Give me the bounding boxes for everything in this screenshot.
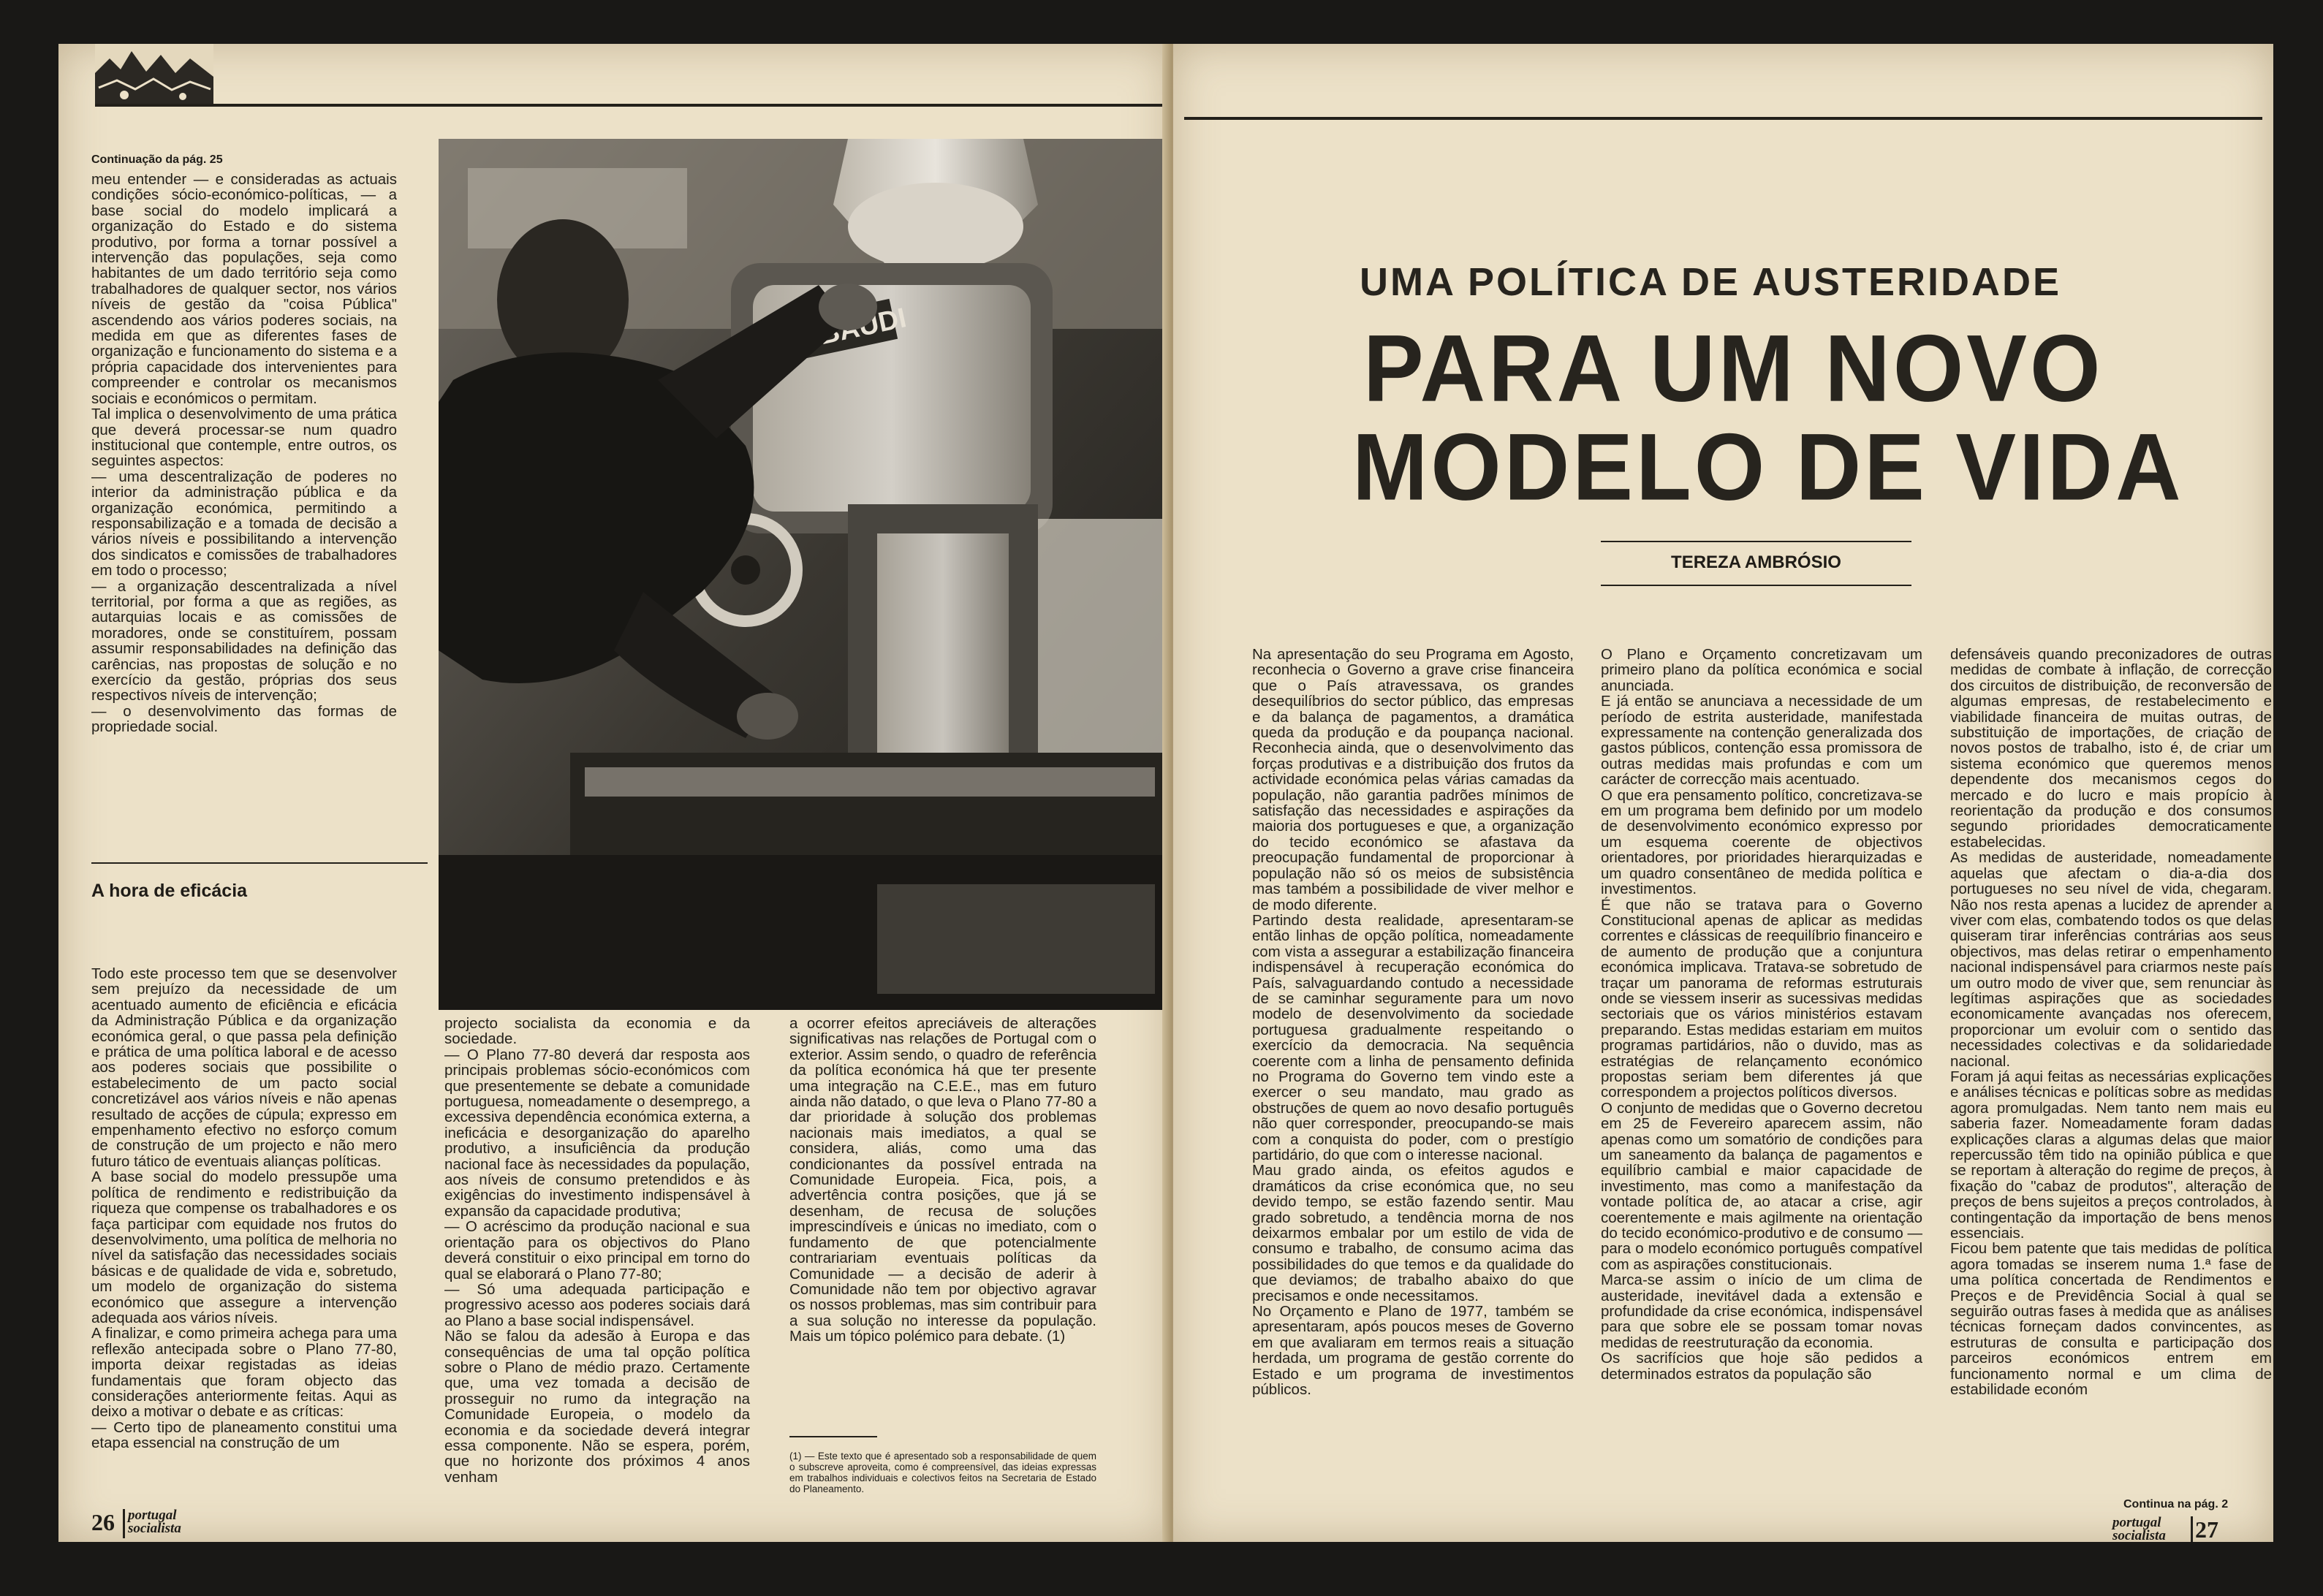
header-rule-right: [1184, 117, 2262, 120]
article-column-1-bottom: Todo este processo tem que se desenvolver sem prejuízo da necessidade de um acentuado aumento de eficiência e eficácia da Administração Pública e da organização económica geral, o que passa pela definição e prática de uma política laboral e de acesso aos poderes sociais que possibilite o estabelecimento de um pacto social concretizável aos vários níveis e não apenas resultado de acções de cúpula; expresso em empenhamento efectivo no esforço comum de construção de um projecto e não mero futuro tático de eventuais alianças políticas. A base social do modelo pressupõe uma política de rendimento e redistribuição da riqueza que compense os trabalhadores e os faça participar com equidade nos frutos do desenvolvimento, uma política de melhoria no nível da satisfação das necessidades sociais básicas e de qualidade de vida e, sobretudo, um modelo de organização do sistema económico que assegure a intervenção adequada aos vários níveis. A finalizar, e como primeira achega para uma reflexão antecipada sobre o Plano 77-80, importa deixar registadas as ideias fundamentais que foram objecto das considerações anteriormente feitas. Aqui as deixo a motivar o debate e as críticas: — Certo tipo de planeamento constitui uma etapa essencial na construção de um: [91, 965, 397, 1452]
page-number-right: 27: [2195, 1516, 2218, 1542]
machinist-photo-art: [439, 139, 1170, 1010]
logo-line-2: socialista: [128, 1521, 181, 1536]
article-kicker: UMA POLÍTICA DE AUSTERIDADE: [1360, 260, 2062, 304]
logo-line-1-right: portugal: [2112, 1515, 2161, 1530]
logo-line-1: portugal: [128, 1508, 177, 1523]
article-right-column-3: defensáveis quando preconizadores de outras medidas de combate à inflação, de correcção dos circuitos de distribuição, de reconversão de algumas empresas, de restabelecimento e viabilidade financeira de muitas outras, de substituição de importações, de criação de novos postos de trabalho, isto é, de criar um sistema económico que queremos menos dependente dos mecanismos cegos do mercado e do lucro e mais propício à reorientação da produção e dos consumos segundo prioridades democraticamente estabelecidas. As medidas de austeridade, nomeadamente aquelas que afectam o dia-a-dia dos portugueses no seu nível de vida, chegaram. Não nos resta apenas a lucidez de aprender a viver com elas, combatendo todos os que delas quiseram tirar inferências contrárias aos seus objectivos, mas delas retirar o empenhamento nacional indispensável para criarmos neste país um outro modo de viver que, sem renunciar às legítimas aspirações que as sociedades economicamente avançadas nos oferecem, proporcionar um evoluir com o sentido das necessidades colectivas e da solidariedade nacional. Foram já aqui feitas as necessárias explicações e análises técnicas e políticas sobre as medidas agora promulgadas. Nem tanto nem mais eu saberia fazer. Nomeadamente foram dadas explicações claras a algumas delas que maior repercussão têm tido na opinião pública e que se reportam à alteração do regime de preços, à fixação do "cabaz de produtos", alteração de preços de bens sujeitos a preços controlados, à contingentação da importação de bens menos essenciais. Ficou bem patente que tais medidas de política agora tomadas se inserem numa 1.ª fase de uma política concertada de Rendimentos e Preços e de Previdência Social à qual se seguirão outras fases à medida que as análises técnicas forneçam dados convincentes, as estruturas de consulta e participação dos parceiros económicos entrem em funcionamento normal e um clima de estabilidade económ: [1950, 646, 2272, 1399]
folio-divider-left: [123, 1509, 125, 1538]
magazine-logo-left: [128, 1509, 181, 1535]
footnote-rule: [789, 1436, 877, 1437]
article-headline-line-1: PARA UM NOVO: [1363, 316, 2104, 422]
article-column-2: projecto socialista da economia e da sociedade. — O Plano 77-80 deverá dar resposta aos principais problemas sócio-económicos com que presentemente se debate a comunidade portuguesa, nomeadamente o desemprego, a excessiva dependência económica externa, a ineficácia e desorganização do aparelho produtivo, a insuficiência da produção nacional face às necessidades da população, aos níveis de consumo pretendidos e às exigências do investimento indispensável à expansão da capacidade produtiva; — O acréscimo da produção nacional e sua orientação para os objectivos do Plano deverá constituir o eixo principal em torno do qual se elaborará o Plano 77-80; — Só uma adequada participação e progressivo acesso aos poderes sociais dará ao Plano a base social indispensável. Não se falou da adesão à Europa e das consequências de uma tal opção política sobre o Plano de médio prazo. Certamente que, uma vez tomada a decisão de prosseguir no rumo da integração na Comunidade Europeia, o modelo da economia e da sociedade deverá integrar essa componente. Não se espera, porém, que no horizonte dos próximos 4 anos venham: [444, 1015, 750, 1486]
byline-rule-bottom: [1601, 585, 1911, 586]
continuation-note-bottom: Continua na pág. 2: [2123, 1498, 2229, 1510]
continuation-note-top: Continuação da pág. 25: [91, 153, 223, 166]
machinist-photo: [439, 139, 1170, 1010]
section-rule: [91, 862, 428, 864]
section-subhead: A hora de eficácia: [91, 881, 248, 901]
header-illustration: [95, 44, 213, 105]
header-rule-left: [95, 104, 1170, 107]
logo-line-2-right: socialista: [2112, 1528, 2166, 1542]
magazine-logo-right: [2112, 1516, 2166, 1542]
folio-divider-right: [2191, 1516, 2193, 1542]
byline-rule-top: [1601, 541, 1911, 542]
right-page: [1173, 44, 2273, 1542]
byline: TEREZA AMBRÓSIO: [1671, 552, 1841, 572]
left-page: [58, 44, 1170, 1542]
article-headline-line-2: MODELO DE VIDA: [1352, 414, 2184, 520]
article-column-3: a ocorrer efeitos apreciáveis de alterações significativas nas relações de Portugal com o exterior. Assim sendo, o quadro de referência da política económica há que ter presente uma integração na C.E.E., mas em futuro ainda não datado, o que leva o Plano 77-80 a dar prioridade à solução dos problemas nacionais mais imediatos, a qual se considera, aliás, como uma das condicionantes da possível entrada na Comunidade Europeia. Fica, pois, a advertência contra posições, que já se desenham, de recusa de soluções imprescindíveis e únicas no imediato, com o fundamento de que potencialmente contrariariam eventuais políticas da Comunidade — a decisão de aderir à Comunidade não tem por objectivo agravar os nossos problemas, mas sim contribuir para a sua solução no interesse da população. Mais um tópico polémico para debate. (1): [789, 1015, 1096, 1345]
article-right-column-1: Na apresentação do seu Programa em Agosto, reconhecia o Governo a grave crise financeira que o País atravessava, os grandes desequilíbrios do sector público, das empresas e da balança de pagamentos, a dramática queda da produção e da poupança nacional. Reconhecia ainda, que o desenvolvimento das forças produtivas e a distribuição dos frutos da actividade económica pelas várias camadas da população, não garantia padrões mínimos de satisfação das necessidades e aspirações da maioria dos portugueses e que, a organização do tecido económico se afastava da preocupação fundamental de proporcionar à população não só os meios de subsistência mas também a possibilidade de viver melhor e de modo diferente. Partindo desta realidade, apresentaram-se então linhas de opção política, nomeadamente com vista a assegurar a estabilização financeira indispensável à recuperação económica do País, salvaguardando contudo a necessidade de se caminhar seguramente para um novo modelo de desenvolvimento da sociedade portuguesa gradualmente respeitando o exercício da democracia. Na sequência coerente com a linha de pensamento definida no Programa do Governo tem vindo este a exercer o seu mandato, mau grado as obstruções de quem ao novo desafio português não quer corresponder, preocupando-se mais com a conquista do poder, com o prestígio partidário, do que com o interesse nacional. Mau grado ainda, os efeitos agudos e dramáticos da crise económica que, no seu devido tempo, se estão fazendo sentir. Mau grado sobretudo, a tendência morna de nos deixarmos embalar por um estilo de vida de consumo e trabalho, de consumo acima das possibilidades do que temos e da qualidade do que deviamos; de trabalho abaixo do que precisamos e onde necessitamos. No Orçamento e Plano de 1977, também se apresentaram, após poucos meses de Governo em que avaliaram em termos reais a situação herdada, um programa de gestão corrente do Estado e um programa de investimentos públicos.: [1252, 646, 1574, 1399]
footnote: (1) — Este texto que é apresentado sob a responsabilidade de quem o subscreve aproveita, como é compreensível, das ideias expressas em trabalhos individuais e colectivos feitos na Secretaria de Estado do Planeamento.: [789, 1451, 1096, 1494]
page-number-left: 26: [91, 1509, 115, 1535]
article-right-column-2: O Plano e Orçamento concretizavam um primeiro plano da política económica e social anunciada. E já então se anunciava a necessidade de um período de estrita austeridade, manifestada expressamente na contenção generalizada dos gastos públicos, contenção essa promissora de outras medidas mais profundas e com um carácter de correcção mais acentuado. O que era pensamento político, concretizava-se em um programa bem definido por um modelo de desenvolvimento económico expresso por um esquema coerente de objectivos orientadores, por prioridades hierarquizadas e um quadro consentâneo de medida política e investimentos. É que não se tratava para o Governo Constitucional apenas de aplicar as medidas correntes e clássicas de reequilíbrio financeiro e de aumento de produção que a conjuntura económica implicava. Tratava-se sobretudo de traçar um panorama de reformas estruturais onde se viessem inserir as sucessivas medidas sectoriais que os vários ministérios estavam preparando. Estas medidas estariam em muitos programas partidários, não o duvido, mas as estratégias de relançamento económico propostas seriam bem diferentes já que correspondem a projectos políticos diversos. O conjunto de medidas que o Governo decretou em 25 de Fevereiro aparecem assim, não apenas como um somatório de condições para um saneamento da balança de pagamentos e equilíbrio cambial e maior capacidade de investimento, mas como a manifestação da vontade política de, ao atacar a crise, agir coerentemente e mais agilmente na orientação do tecido económico-produtivo e de consumo — para o modelo económico português compatível com as aspirações constitucionais. Marca-se assim o início de um clima de austeridade, inevitável dada a extensão e profundidade da crise económica, indispensável para que sobre ele se possam tomar novas medidas de reestruturação da economia. Os sacrifícios que hoje são pedidos a determinados estratos da população são: [1601, 646, 1922, 1383]
article-column-1-top: meu entender — e consideradas as actuais condições sócio-económico-políticas, — a base social do modelo implicará a organização do Estado e do sistema produtivo, por forma a tornar possível a intervenção das populações, seja como habitantes de um dado território seja como trabalhadores de qualquer sector, nos vários níveis de gestão da "coisa Pública" ascendendo aos vários poderes sociais, na medida em que as diferentes fases de organização e funcionamento do sistema e a própria capacidade dos intervenientes para compreender e controlar os mecanismos sociais e económicos o permitam. Tal implica o desenvolvimento de uma prática que deverá processar-se num quadro institucional que contemple, entre outros, os seguintes aspectos: — uma descentralização de poderes no interior da administração pública e da organização económica, permitindo a responsabilização e a tomada de decisão a vários níveis e possibilitando a intervenção dos sindicatos e comissões de trabalhadores em todo o processo; — a organização descentralizada a nível territorial, por forma a que as regiões, as autarquias locais e as comissões de moradores, onde se constituírem, possam assumir responsabilidades na definição das carências, nas propostas de solução e no exercício da gestão, próprias dos seus respectivos níveis de intervenção; — o desenvolvimento das formas de propriedade social.: [91, 171, 397, 736]
header-illustration-art: [95, 44, 213, 105]
